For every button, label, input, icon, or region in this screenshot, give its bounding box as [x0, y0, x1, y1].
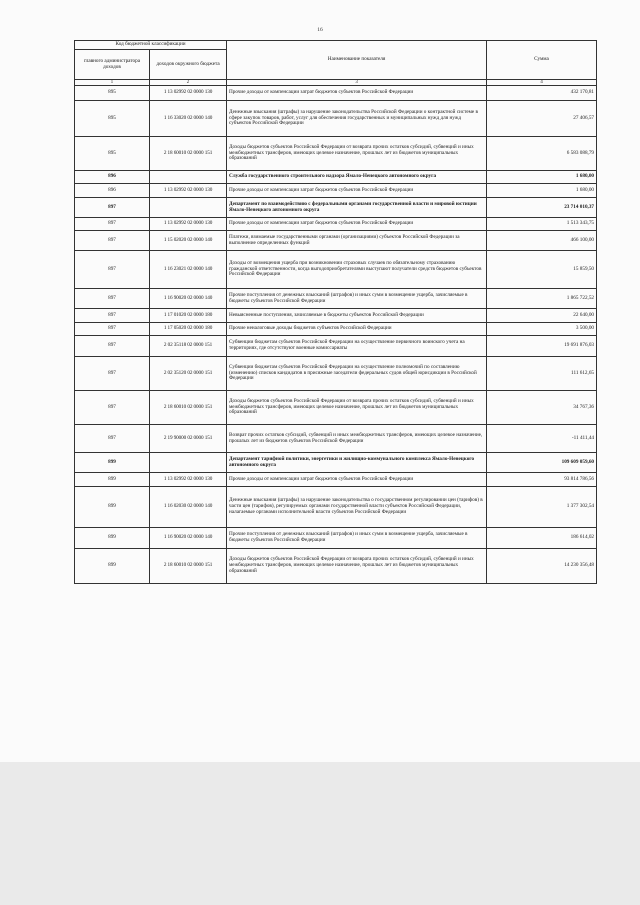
admin-code-cell: 896	[75, 171, 150, 184]
admin-code-cell: 899	[75, 453, 150, 473]
indicator-name-cell: Возврат прочих остатков субсидий, субвенций и иных межбюджетных трансферов, имеющих целевое назначение, прошлых лет из бюджетов субъектов Российской Федерации	[227, 425, 487, 453]
admin-code-cell: 899	[75, 487, 150, 528]
income-code-cell: 1 13 02992 02 0000 130	[150, 218, 227, 231]
income-code-cell: 1 17 01020 02 0000 180	[150, 309, 227, 323]
table-row	[75, 336, 597, 357]
income-code-cell: 2 18 60010 02 0000 151	[150, 391, 227, 425]
admin-code-cell: 897	[75, 251, 150, 289]
revenue-table	[74, 40, 597, 584]
sum-cell: 109 609 059,60	[487, 453, 597, 473]
column-number: 3	[227, 80, 487, 86]
income-code-cell	[150, 453, 227, 473]
indicator-name-cell: Прочие поступления от денежных взысканий (штрафов) и иных сумм в возмещение ущерба, зачисляемые в бюджеты субъектов Российской Федерации	[227, 528, 487, 549]
header-chief-administrator: главного администратора доходов	[75, 50, 150, 80]
income-code-cell	[150, 171, 227, 184]
income-code-cell: 1 16 33020 02 0000 140	[150, 101, 227, 137]
admin-code-cell: 897	[75, 357, 150, 391]
sum-cell: 15 859,50	[487, 251, 597, 289]
table-row	[75, 218, 597, 231]
indicator-name-cell: Департамент тарифной политики, энергетики и жилищно-коммунального комплекса Ямало-Ненецкого автономного округа	[227, 453, 487, 473]
indicator-name-cell: Субвенции бюджетам субъектов Российской Федерации на осуществление первичного воинского учета на территориях, где отсутствуют военные комиссариаты	[227, 336, 487, 357]
indicator-name-cell: Прочие доходы от компенсации затрат бюджетов субъектов Российской Федерации	[227, 218, 487, 231]
indicator-name-cell: Прочие доходы от компенсации затрат бюджетов субъектов Российской Федерации	[227, 86, 487, 101]
indicator-name-cell: Субвенции бюджетам субъектов Российской Федерации на осуществление полномочий по составлению (изменению) списков кандидатов в присяжные заседатели федеральных судов общей юрисдикции в Российской Федерации	[227, 357, 487, 391]
column-number: 2	[150, 80, 227, 86]
table-row	[75, 528, 597, 549]
page-number: 16	[317, 27, 323, 33]
admin-code-cell: 897	[75, 198, 150, 218]
header-indicator-name: Наименование показателя	[227, 41, 487, 80]
sum-cell: 14 230 356,48	[487, 549, 597, 584]
table-row	[75, 171, 597, 184]
admin-code-cell: 897	[75, 336, 150, 357]
admin-code-cell: 899	[75, 473, 150, 487]
indicator-name-cell: Доходы бюджетов субъектов Российской Федерации от возврата прочих остатков субсидий, субвенций и иных межбюджетных трансферов, имеющих целевое назначение, прошлых лет из бюджетов муниципальных образований	[227, 391, 487, 425]
income-code-cell	[150, 198, 227, 218]
income-code-cell: 1 13 02992 02 0000 130	[150, 86, 227, 101]
admin-code-cell: 899	[75, 549, 150, 584]
sum-cell: 1 513 343,75	[487, 218, 597, 231]
table-row	[75, 137, 597, 171]
sum-cell: 93 814 786,56	[487, 473, 597, 487]
table-row	[75, 323, 597, 336]
indicator-name-cell: Департамент по взаимодействию с федеральными органами государственной власти и мировой юстиции Ямало-Ненецкого автономного округа	[227, 198, 487, 218]
table-body	[75, 86, 597, 584]
sum-cell: 19 691 876,03	[487, 336, 597, 357]
table-row	[75, 289, 597, 309]
sum-cell: 23 714 010,37	[487, 198, 597, 218]
indicator-name-cell: Денежные взыскания (штрафы) за нарушение законодательства Российской Федерации о контрактной системе в сфере закупок товаров, работ, услуг для обеспечения государственных и муниципальных нужд для нужд субъектов Российской Федерации	[227, 101, 487, 137]
table-row	[75, 357, 597, 391]
sum-cell: 6 583 088,79	[487, 137, 597, 171]
admin-code-cell: 897	[75, 309, 150, 323]
sum-cell: 27 406,57	[487, 101, 597, 137]
sum-cell: 186 614,02	[487, 528, 597, 549]
table-row	[75, 425, 597, 453]
indicator-name-cell: Доходы бюджетов субъектов Российской Федерации от возврата прочих остатков субсидий, субвенций и иных межбюджетных трансферов, имеющих целевое назначение, прошлых лет из бюджетов муниципальных образований	[227, 137, 487, 171]
admin-code-cell: 899	[75, 528, 150, 549]
table-row	[75, 473, 597, 487]
header-budget-classification: Код бюджетной классификации	[75, 41, 227, 50]
admin-code-cell: 896	[75, 184, 150, 198]
admin-code-cell: 897	[75, 231, 150, 251]
admin-code-cell: 897	[75, 425, 150, 453]
income-code-cell: 2 18 60010 02 0000 151	[150, 549, 227, 584]
income-code-cell: 1 15 02020 02 0000 140	[150, 231, 227, 251]
table-row	[75, 231, 597, 251]
admin-code-cell: 897	[75, 323, 150, 336]
indicator-name-cell: Доходы от возмещения ущерба при возникновении страховых случаев по обязательному страхованию гражданской ответственности, когда выгодоприобретателями выступают получатели средств бюджетов субъектов Российской Федерации	[227, 251, 487, 289]
indicator-name-cell: Прочие доходы от компенсации затрат бюджетов субъектов Российской Федерации	[227, 473, 487, 487]
header-row-group	[75, 41, 597, 50]
admin-code-cell: 895	[75, 137, 150, 171]
table-row	[75, 184, 597, 198]
table-row	[75, 391, 597, 425]
table-row	[75, 86, 597, 101]
table-row	[75, 453, 597, 473]
sum-cell: 22 640,00	[487, 309, 597, 323]
sum-cell: 466 100,00	[487, 231, 597, 251]
admin-code-cell: 897	[75, 289, 150, 309]
indicator-name-cell: Невыясненные поступления, зачисляемые в бюджеты субъектов Российской Федерации	[227, 309, 487, 323]
table-row	[75, 549, 597, 584]
sum-cell: 34 767,36	[487, 391, 597, 425]
header-sum: Сумма	[487, 41, 597, 80]
income-code-cell: 2 02 35118 02 0000 151	[150, 336, 227, 357]
sum-cell: 1 680,00	[487, 184, 597, 198]
sum-cell: 111 612,65	[487, 357, 597, 391]
sum-cell: -11 411,44	[487, 425, 597, 453]
admin-code-cell: 897	[75, 218, 150, 231]
indicator-name-cell: Прочие поступления от денежных взысканий (штрафов) и иных сумм в возмещение ущерба, зачисляемые в бюджеты субъектов Российской Федерации	[227, 289, 487, 309]
income-code-cell: 1 16 23021 02 0000 140	[150, 251, 227, 289]
sum-cell: 3 500,00	[487, 323, 597, 336]
income-code-cell: 2 02 35120 02 0000 151	[150, 357, 227, 391]
income-code-cell: 1 13 02992 02 0000 130	[150, 473, 227, 487]
table-row	[75, 198, 597, 218]
indicator-name-cell: Служба государственного строительного надзора Ямало-Ненецкого автономного округа	[227, 171, 487, 184]
indicator-name-cell: Доходы бюджетов субъектов Российской Федерации от возврата прочих остатков субсидий, субвенций и иных межбюджетных трансферов, имеющих целевое назначение, прошлых лет из бюджетов муниципальных образований	[227, 549, 487, 584]
table-row	[75, 101, 597, 137]
sum-cell: 1 680,00	[487, 171, 597, 184]
income-code-cell: 1 16 90020 02 0000 140	[150, 528, 227, 549]
income-code-cell: 1 17 05020 02 0000 180	[150, 323, 227, 336]
admin-code-cell: 895	[75, 86, 150, 101]
indicator-name-cell: Платежи, взимаемые государственными органами (организациями) субъектов Российской Федерации за выполнение определенных функций	[227, 231, 487, 251]
table-row	[75, 487, 597, 528]
indicator-name-cell: Прочие неналоговые доходы бюджетов субъектов Российской Федерации	[227, 323, 487, 336]
table-row	[75, 309, 597, 323]
sum-cell: 432 170,81	[487, 86, 597, 101]
sum-cell: 1 865 722,52	[487, 289, 597, 309]
table-row	[75, 251, 597, 289]
header-district-budget-income: доходов окружного бюджета	[150, 50, 227, 80]
income-code-cell: 1 16 02030 02 0000 140	[150, 487, 227, 528]
column-number: 1	[75, 80, 150, 86]
income-code-cell: 2 18 60010 02 0000 151	[150, 137, 227, 171]
admin-code-cell: 897	[75, 391, 150, 425]
indicator-name-cell: Прочие доходы от компенсации затрат бюджетов субъектов Российской Федерации	[227, 184, 487, 198]
income-code-cell: 2 19 90000 02 0000 151	[150, 425, 227, 453]
admin-code-cell: 895	[75, 101, 150, 137]
income-code-cell: 1 16 90020 02 0000 140	[150, 289, 227, 309]
income-code-cell: 1 13 02992 02 0000 130	[150, 184, 227, 198]
indicator-name-cell: Денежные взыскания (штрафы) за нарушение законодательства о государственном регулировании цен (тарифов) в части цен (тарифов), регулируемых органами государственной власти субъектов Российской Федерации, налагаемые органами исполнительной власти субъектов Российской Федерации	[227, 487, 487, 528]
sum-cell: 1 377 302,54	[487, 487, 597, 528]
column-number: 4	[487, 80, 597, 86]
